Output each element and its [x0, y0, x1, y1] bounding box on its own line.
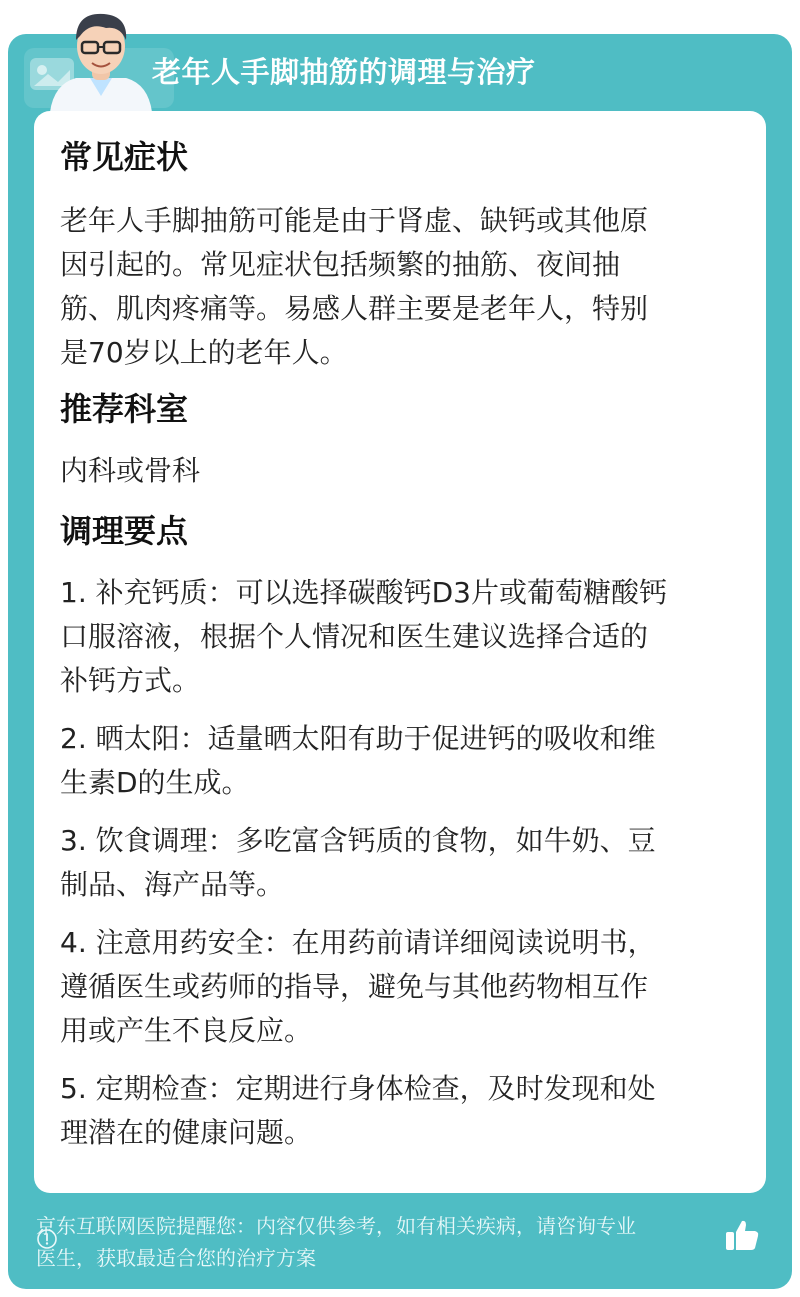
- care-heading: 调理要点: [60, 512, 189, 550]
- symptoms-text: [60, 199, 732, 375]
- content-panel: [34, 111, 766, 1193]
- care-line: 补钙方式。: [60, 664, 201, 697]
- content-body: [60, 135, 732, 1155]
- care-line: 1. 补充钙质：可以选择碳酸钙D3片或葡萄糖酸钙: [60, 576, 667, 609]
- disclaimer-line: 京东互联网医院提醒您：内容仅供参考，如有相关疾病，请咨询专业: [36, 1214, 636, 1238]
- care-item: [60, 1067, 732, 1155]
- disclaimer-line: 医生，获取最适合您的治疗方案: [36, 1246, 316, 1270]
- department-heading: 推荐科室: [60, 390, 189, 428]
- thumbs-up-icon[interactable]: [724, 1218, 760, 1252]
- care-item: [60, 717, 732, 805]
- care-line: 生素D的生成。: [60, 766, 250, 799]
- symptoms-line: 是70岁以上的老年人。: [60, 336, 348, 369]
- care-line: 制品、海产品等。: [60, 868, 285, 901]
- care-item: [60, 571, 732, 703]
- care-line: 3. 饮食调理：多吃富含钙质的食物，如牛奶、豆: [60, 824, 656, 857]
- care-item: [60, 819, 732, 907]
- care-item: [60, 921, 732, 1053]
- disclaimer: [36, 1210, 726, 1274]
- care-line: 2. 晒太阳：适量晒太阳有助于促进钙的吸收和维: [60, 722, 656, 755]
- care-line: 用或产生不良反应。: [60, 1014, 313, 1047]
- symptoms-line: 老年人手脚抽筋可能是由于肾虚、缺钙或其他原: [60, 204, 649, 237]
- symptoms-heading: 常见症状: [60, 138, 189, 176]
- care-line: 理潜在的健康问题。: [60, 1116, 313, 1149]
- care-line: 5. 定期检查：定期进行身体检查，及时发现和处: [60, 1072, 656, 1105]
- department-text: 内科或骨科: [60, 454, 201, 487]
- care-line: 遵循医生或药师的指导，避免与其他药物相互作: [60, 970, 649, 1003]
- symptoms-line: 因引起的。常见症状包括频繁的抽筋、夜间抽: [60, 248, 621, 281]
- doctor-avatar: [46, 6, 156, 112]
- page-title: 老年人手脚抽筋的调理与治疗: [152, 55, 536, 89]
- symptoms-line: 筋、肌肉疼痛等。易感人群主要是老年人，特别: [60, 292, 649, 325]
- care-line: 4. 注意用药安全：在用药前请详细阅读说明书，: [60, 926, 656, 959]
- care-line: 口服溶液，根据个人情况和医生建议选择合适的: [60, 620, 649, 653]
